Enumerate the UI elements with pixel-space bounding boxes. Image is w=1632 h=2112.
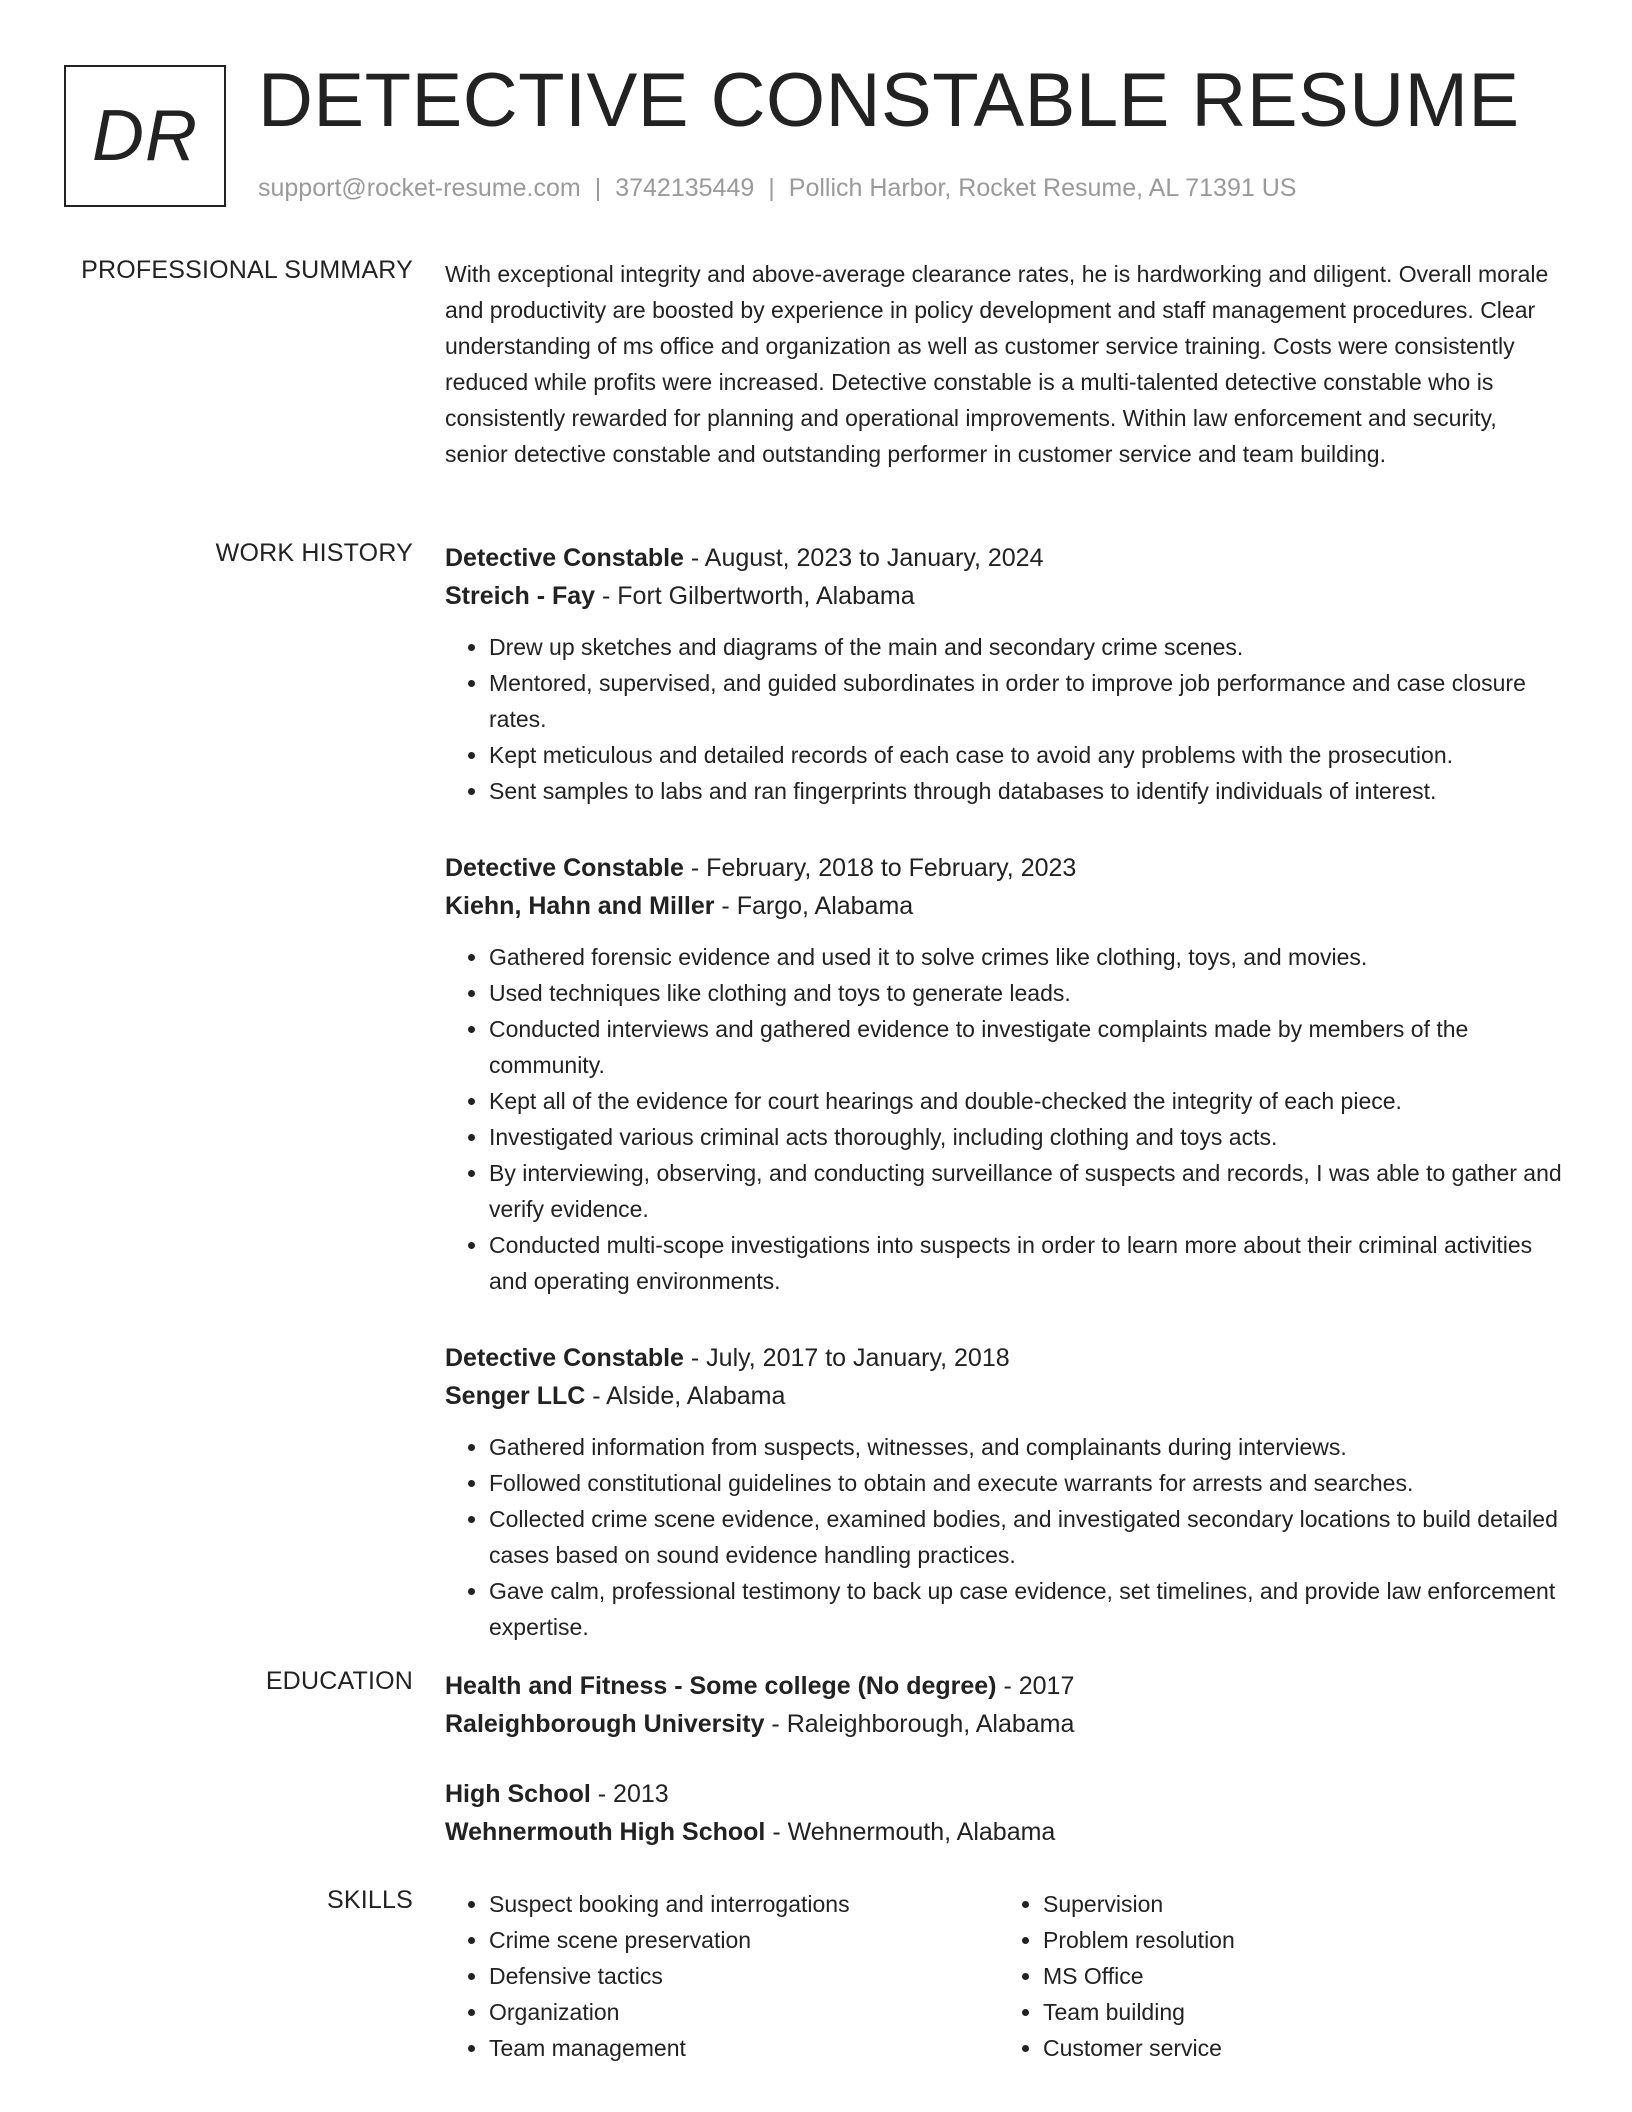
job-dates: - August, 2023 to January, 2024 bbox=[683, 544, 1044, 572]
education-school: Raleighborough University bbox=[445, 1710, 765, 1738]
job-title-line bbox=[445, 539, 1565, 577]
education-school-line bbox=[445, 1705, 1565, 1743]
job-duty: • Mentored, supervised, and guided subordinates in order to improve job performance and case closure rates. bbox=[489, 665, 1565, 737]
job-company: Streich - Fay bbox=[445, 582, 596, 610]
education-degree-line bbox=[445, 1775, 1565, 1813]
job-duty: • Gathered information from suspects, witnesses, and complainants during interviews. bbox=[489, 1429, 1565, 1465]
education-location: - Raleighborough, Alabama bbox=[764, 1710, 1075, 1738]
skill-item: • Defensive tactics bbox=[489, 1958, 999, 1994]
contact-separator: | bbox=[594, 174, 602, 202]
skill-item: • Suspect booking and interrogations bbox=[489, 1886, 999, 1922]
monogram-initials: DR bbox=[92, 96, 198, 176]
skill-item: • Customer service bbox=[1043, 2030, 1553, 2066]
job-duty: • Drew up sketches and diagrams of the main and secondary crime scenes. bbox=[489, 629, 1565, 665]
skills-column-left bbox=[445, 1886, 999, 2066]
skill-item: • Problem resolution bbox=[1043, 1922, 1553, 1958]
contact-phone[interactable]: 3742135449 bbox=[615, 174, 755, 202]
skill-item: • Team building bbox=[1043, 1994, 1553, 2030]
job-duty: • Sent samples to labs and ran fingerprints through databases to identify individuals of interest. bbox=[489, 773, 1565, 809]
work-history-heading: WORK HISTORY bbox=[215, 539, 413, 567]
education-school-line bbox=[445, 1813, 1565, 1851]
job-duty: • Gave calm, professional testimony to back up case evidence, set timelines, and provide law enforcement expertise. bbox=[489, 1573, 1565, 1645]
job-company: Senger LLC bbox=[445, 1382, 586, 1410]
skill-item: • Supervision bbox=[1043, 1886, 1553, 1922]
job-duty: • Gathered forensic evidence and used it to solve crimes like clothing, toys, and movies. bbox=[489, 939, 1565, 975]
education-heading: EDUCATION bbox=[265, 1667, 413, 1695]
resume-title: DETECTIVE CONSTABLE RESUME bbox=[258, 58, 1520, 143]
job-duty: • By interviewing, observing, and conducting surveillance of suspects and records, I was able to gather and verify evidence. bbox=[489, 1155, 1565, 1227]
contact-line bbox=[258, 174, 1296, 203]
job-entry bbox=[445, 539, 1565, 809]
skill-item: • Organization bbox=[489, 1994, 999, 2030]
skill-item: • Crime scene preservation bbox=[489, 1922, 999, 1958]
job-duty: • Conducted multi-scope investigations into suspects in order to learn more about their criminal activities and operating environments. bbox=[489, 1227, 1565, 1299]
job-duty: • Kept meticulous and detailed records of each case to avoid any problems with the prosecution. bbox=[489, 737, 1565, 773]
job-duties-list bbox=[445, 939, 1565, 1299]
job-title-line bbox=[445, 1339, 1565, 1377]
skills-heading: SKILLS bbox=[327, 1886, 413, 1914]
education-school: Wehnermouth High School bbox=[445, 1818, 766, 1846]
contact-separator: | bbox=[768, 174, 775, 202]
contact-address: Pollich Harbor, Rocket Resume, AL 71391 US bbox=[788, 174, 1297, 202]
job-entry bbox=[445, 849, 1565, 1299]
job-duty: • Followed constitutional guidelines to obtain and execute warrants for arrests and searches. bbox=[489, 1465, 1565, 1501]
job-entry bbox=[445, 1339, 1565, 1645]
contact-email[interactable]: support@rocket-resume.com bbox=[258, 174, 581, 202]
skills-column-right bbox=[999, 1886, 1553, 2066]
job-company-line bbox=[445, 887, 1565, 925]
job-duty: • Investigated various criminal acts thoroughly, including clothing and toys acts. bbox=[489, 1119, 1565, 1155]
job-location: - Fort Gilbertworth, Alabama bbox=[595, 582, 915, 610]
job-duties-list bbox=[445, 1429, 1565, 1645]
summary-text: With exceptional integrity and above-average clearance rates, he is hardworking and diligent. Overall morale and productivity are boosted by experience in policy development and staff management procedures. Clear understanding of ms office and organization as well as customer service training. Costs were consistently reduced while profits were increased. Detective constable is a multi-talented detective constable who is consistently rewarded for planning and operational improvements. Within law enforcement and security, senior detective constable and outstanding performer in customer service and team building. bbox=[445, 261, 1549, 467]
job-dates: - July, 2017 to January, 2018 bbox=[683, 1344, 1010, 1372]
job-company-line bbox=[445, 1377, 1565, 1415]
education-degree: Health and Fitness - Some college (No degree) bbox=[445, 1672, 997, 1700]
education-location: - Wehnermouth, Alabama bbox=[765, 1818, 1056, 1846]
job-duties-list bbox=[445, 629, 1565, 809]
job-title: Detective Constable bbox=[445, 854, 684, 882]
job-duty: • Collected crime scene evidence, examined bodies, and investigated secondary locations to build detailed cases based on sound evidence handling practices. bbox=[489, 1501, 1565, 1573]
job-company: Kiehn, Hahn and Miller bbox=[445, 892, 715, 920]
job-title: Detective Constable bbox=[445, 1344, 684, 1372]
job-company-line bbox=[445, 577, 1565, 615]
education-year: - 2017 bbox=[996, 1672, 1075, 1700]
monogram-badge bbox=[64, 65, 226, 207]
education-entry bbox=[445, 1775, 1565, 1851]
summary-body bbox=[445, 256, 1565, 472]
summary-heading: PROFESSIONAL SUMMARY bbox=[81, 256, 413, 284]
job-location: - Fargo, Alabama bbox=[714, 892, 914, 920]
job-duty: • Kept all of the evidence for court hearings and double-checked the integrity of each piece. bbox=[489, 1083, 1565, 1119]
job-dates: - February, 2018 to February, 2023 bbox=[683, 854, 1077, 882]
job-title-line bbox=[445, 849, 1565, 887]
education-degree-line bbox=[445, 1667, 1565, 1705]
job-title: Detective Constable bbox=[445, 544, 684, 572]
work-history-body bbox=[445, 539, 1565, 1685]
job-location: - Alside, Alabama bbox=[585, 1382, 786, 1410]
job-duty: • Conducted interviews and gathered evidence to investigate complaints made by members of the community. bbox=[489, 1011, 1565, 1083]
education-body bbox=[445, 1667, 1565, 1883]
skill-item: • Team management bbox=[489, 2030, 999, 2066]
skill-item: • MS Office bbox=[1043, 1958, 1553, 1994]
job-duty: • Used techniques like clothing and toys to generate leads. bbox=[489, 975, 1565, 1011]
education-entry bbox=[445, 1667, 1565, 1743]
education-year: - 2013 bbox=[590, 1780, 669, 1808]
education-degree: High School bbox=[445, 1780, 591, 1808]
skills-body bbox=[445, 1886, 1565, 2066]
